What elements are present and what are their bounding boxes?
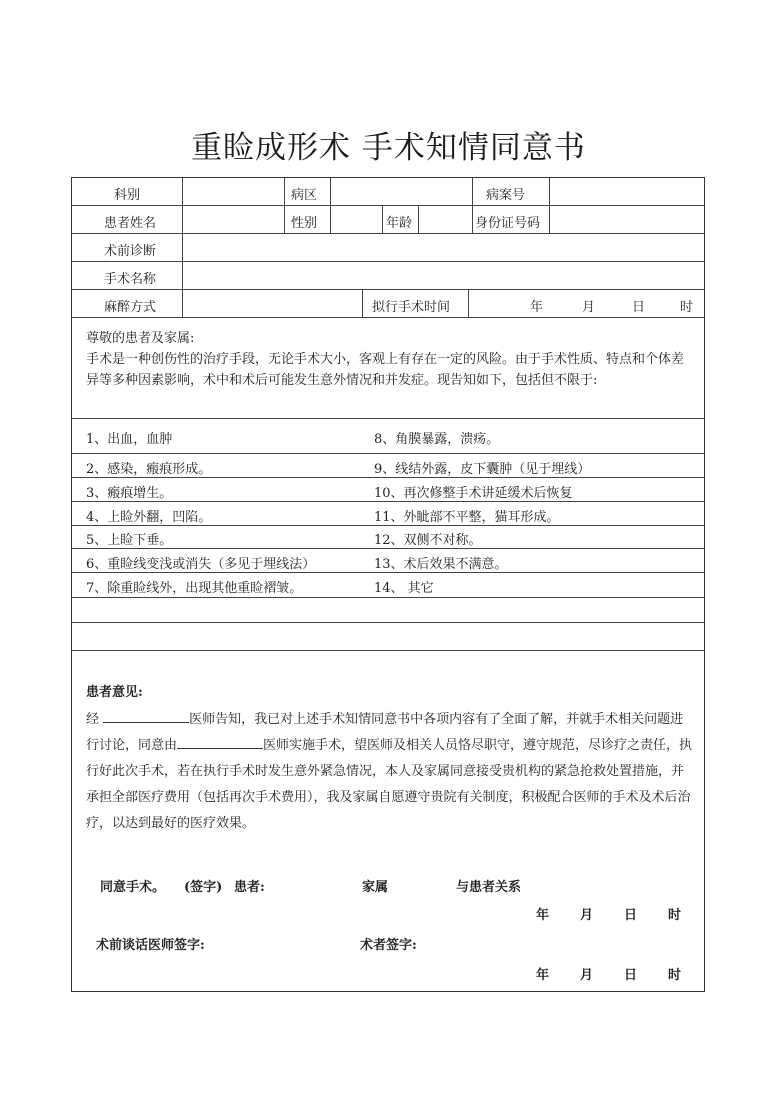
risk-item: 3、瘢痕增生。	[86, 486, 173, 501]
opinion-label: 患者意见:	[86, 685, 143, 700]
date-hour: 时	[680, 300, 694, 315]
col-divider	[418, 205, 419, 233]
col-divider	[182, 178, 183, 317]
date-month: 月	[582, 300, 596, 315]
doctor-sign-label: 术前谈话医师签字:	[96, 938, 205, 953]
page-title: 重睑成形术 手术知情同意书	[191, 130, 586, 166]
risk-item: 4、上睑外翻，凹陷。	[86, 510, 212, 525]
age-label: 年龄	[386, 216, 413, 231]
department-label: 科别	[114, 188, 141, 203]
surgery-name-label: 手术名称	[104, 272, 157, 287]
date-year: 年	[530, 300, 544, 315]
row-divider	[72, 597, 704, 598]
risk-item: 1、出血，血肿	[86, 432, 173, 447]
anesthesia-label: 麻醉方式	[104, 300, 157, 315]
col-divider	[468, 289, 469, 317]
row-divider	[72, 622, 704, 623]
row-divider	[72, 477, 704, 478]
notice-greeting: 尊敬的患者及家属:	[86, 331, 195, 346]
risk-item: 6、重睑线变浅或消失（多见于埋线法）	[86, 557, 316, 572]
col-divider	[284, 178, 285, 233]
row-divider	[72, 572, 704, 573]
risk-item: 9、线结外露，皮下囊肿（见于埋线）	[374, 462, 591, 477]
row-divider	[72, 205, 704, 206]
doctor-blank[interactable]	[103, 708, 189, 723]
row-divider	[72, 548, 704, 549]
risk-item: 2、感染，瘢痕形成。	[86, 462, 212, 477]
row-divider	[72, 317, 704, 318]
pre-diagnosis-label: 术前诊断	[104, 244, 157, 259]
consent-text: 同意手术。	[100, 880, 166, 895]
col-divider	[362, 289, 363, 317]
surgeon-blank[interactable]	[177, 734, 263, 749]
row-divider	[72, 501, 704, 502]
date-day: 日	[632, 300, 646, 315]
consent-form	[71, 177, 705, 992]
risk-item: 14、 其它	[374, 581, 434, 596]
row-divider	[72, 650, 704, 651]
surgeon-sign-date: 年 月 日 时	[536, 968, 682, 983]
planned-time-label: 拟行手术时间	[372, 300, 451, 315]
surgeon-sign-label: 术者签字:	[360, 938, 417, 953]
row-divider	[72, 289, 704, 290]
row-divider	[72, 233, 704, 234]
col-divider	[382, 205, 383, 233]
sign-text: (签字)	[184, 880, 223, 895]
patient-name-label: 患者姓名	[104, 216, 157, 231]
patient-sign-label: 患者:	[234, 880, 265, 895]
id-no-label: 身份证号码	[475, 216, 541, 231]
row-divider	[72, 453, 704, 454]
row-divider	[72, 525, 704, 526]
col-divider	[549, 178, 550, 233]
risk-item: 11、外眦部不平整，猫耳形成。	[374, 510, 560, 525]
case-no-label: 病案号	[486, 188, 526, 203]
risk-item: 13、术后效果不满意。	[374, 557, 508, 572]
col-divider	[330, 178, 331, 233]
row-divider	[72, 261, 704, 262]
row-divider	[72, 418, 704, 419]
risk-item: 12、双侧不对称。	[374, 533, 482, 548]
risk-item: 7、除重睑线外，出现其他重睑褶皱。	[86, 581, 303, 596]
relation-label: 与患者关系	[456, 880, 522, 895]
ward-label: 病区	[291, 188, 318, 203]
notice-body: 手术是一种创伤性的治疗手段，无论手术大小，客观上有存在一定的风险。由于手术性质、特点和个体差异等多种因素影响，术中和术后可能发生意外情况和并发症。现告知如下，包括但不限于:	[86, 352, 685, 388]
risk-item: 10、再次修整手术讲延缓术后恢复	[374, 486, 573, 501]
sign-date: 年 月 日 时	[536, 908, 682, 923]
risk-item: 5、上睑下垂。	[86, 533, 173, 548]
family-sign-label: 家属	[362, 880, 389, 895]
col-divider	[472, 178, 473, 233]
gender-label: 性别	[291, 216, 318, 231]
opinion-text: 经 医师告知，我已对上述手术知情同意书中各项内容有了全面了解，并就手术相关问题进行讨论，同意由 医师实施手术，望医师及相关人员恪尽职守，遵守规范，尽诊疗之责任，执行好此次手术，若在执行手术时发生意外紧急情况，本人及家属同意接受贵机构的紧急抢救处置措施，并承担全部医疗费用（包括再次手术费用），我及家属自愿遵守贵院有关制度，积极配合医师的手术及术后治疗，以达到最好的医疗效果。	[86, 707, 694, 837]
risk-item: 8、角膜暴露，溃疡。	[374, 432, 500, 447]
